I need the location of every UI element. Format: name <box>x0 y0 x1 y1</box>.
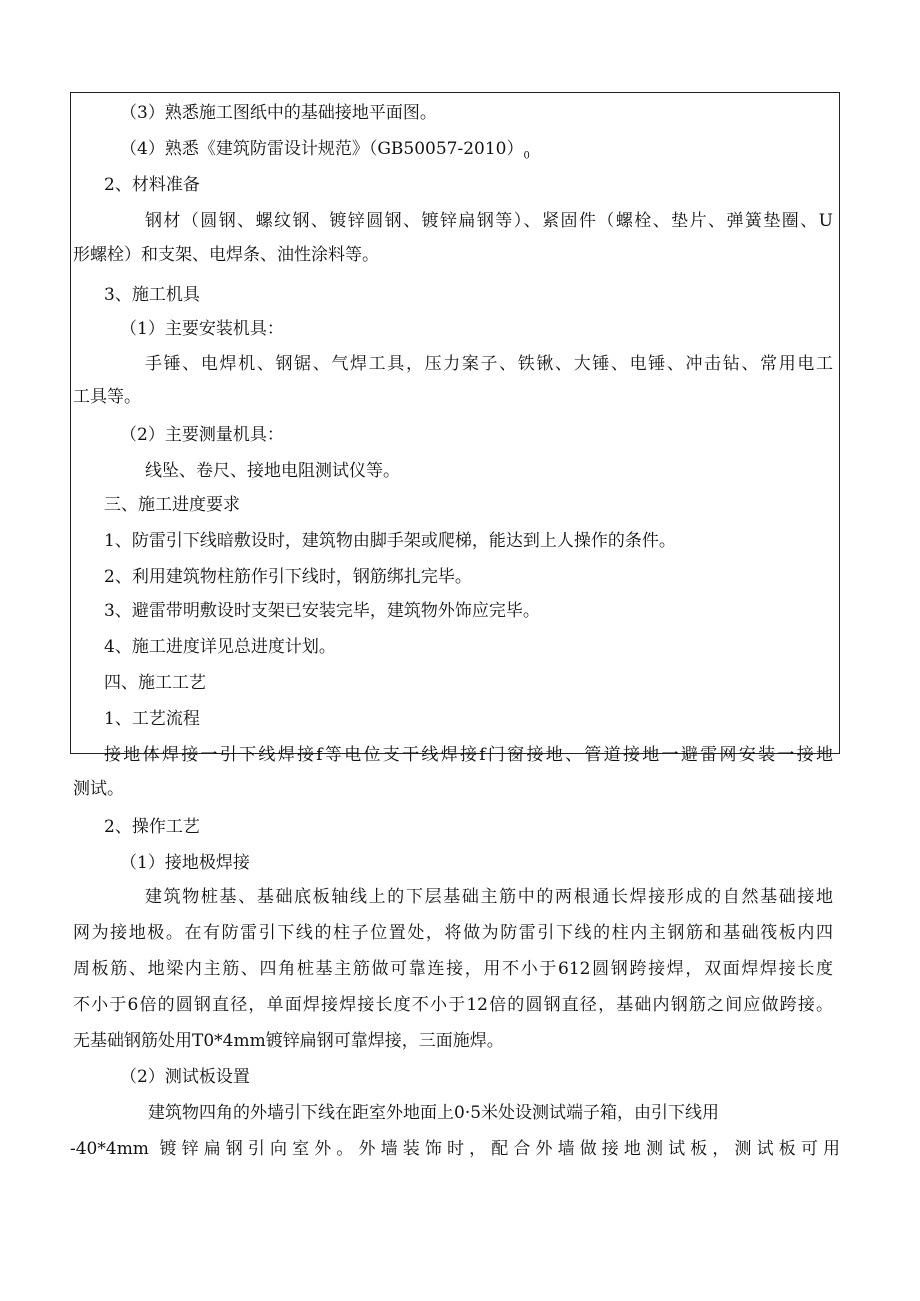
text-line-25: 周板筋、地梁内主筋、四角桩基主筋做可靠连接，用不小于612圆钢跨接焊，双面焊焊接长度 <box>73 959 833 979</box>
text-line-24: 网为接地极。在有防雷引下线的柱子位置处，将做为防雷引下线的柱内主钢筋和基础筏板内四 <box>73 923 833 943</box>
heading-materials: 2、材料准备 <box>104 175 200 195</box>
text-line-20: 测试。 <box>73 779 124 799</box>
text-line-27: 无基础钢筋处用T0*4mm镀锌扁钢可靠焊接，三面施焊。 <box>73 1031 504 1051</box>
text-line-22: （1）接地极焊接 <box>120 853 250 873</box>
text-line-26: 不小于6倍的圆钢直径，单面焊接焊接长度不小于12倍的圆钢直径，基础内钢筋之间应做跨接。 <box>73 995 833 1015</box>
text-line-7: （1）主要安装机具： <box>120 319 284 339</box>
heading-schedule: 三、施工进度要求 <box>104 495 240 515</box>
text-line-11: 线坠、卷尺、接地电阻测试仪等。 <box>145 461 400 481</box>
heading-operation: 2、操作工艺 <box>104 817 200 837</box>
text-line-9: 工具等。 <box>73 387 141 407</box>
text-line-29: 建筑物四角的外墙引下线在距室外地面上0·5米处设测试端子箱，由引下线用 <box>148 1103 720 1123</box>
text-line-1: （3）熟悉施工图纸中的基础接地平面图。 <box>120 103 437 123</box>
heading-process: 四、施工工艺 <box>104 673 206 693</box>
text-line-13: 1、防雷引下线暗敷设时，建筑物由脚手架或爬梯，能达到上人操作的条件。 <box>104 531 676 551</box>
text-line-5: 形螺栓）和支架、电焊条、油性涂料等。 <box>73 245 379 265</box>
text-line-2 <box>120 138 530 167</box>
text-line-30: -40*4mm 镀锌扁钢引向室外。外墙装饰时，配合外墙做接地测试板，测试板可用 <box>70 1139 840 1159</box>
text-line-23: 建筑物桩基、基础底板轴线上的下层基础主筋中的两根通长焊接形成的自然基础接地 <box>145 887 833 907</box>
text-line-8: 手锤、电焊机、钢锯、气焊工具，压力案子、铁锹、大锤、电锤、冲击钻、常用电工 <box>145 354 833 374</box>
heading-flow: 1、工艺流程 <box>104 709 200 729</box>
text-line-2-suffix: 0 <box>523 150 530 162</box>
heading-tools: 3、施工机具 <box>104 285 200 305</box>
text-line-15: 3、避雷带明敷设时支架已安装完毕，建筑物外饰应完毕。 <box>104 601 540 621</box>
text-line-10: （2）主要测量机具： <box>120 425 284 445</box>
text-line-16: 4、施工进度详见总进度计划。 <box>104 637 336 657</box>
text-line-4: 钢材（圆钢、螺纹钢、镀锌圆钢、镀锌扁钢等）、紧固件（螺栓、垫片、弹簧垫圈、U <box>145 211 833 231</box>
text-line-14: 2、利用建筑物柱筋作引下线时，钢筋绑扎完毕。 <box>104 567 472 587</box>
text-line-19: 接地体焊接一引下线焊接f等电位支干线焊接f门窗接地、管道接地一避雷网安装一接地 <box>104 745 833 765</box>
text-line-28: （2）测试板设置 <box>120 1067 250 1087</box>
text-line-2-main: （4）熟悉《建筑防雷设计规范》（GB50057-2010） <box>120 139 524 159</box>
